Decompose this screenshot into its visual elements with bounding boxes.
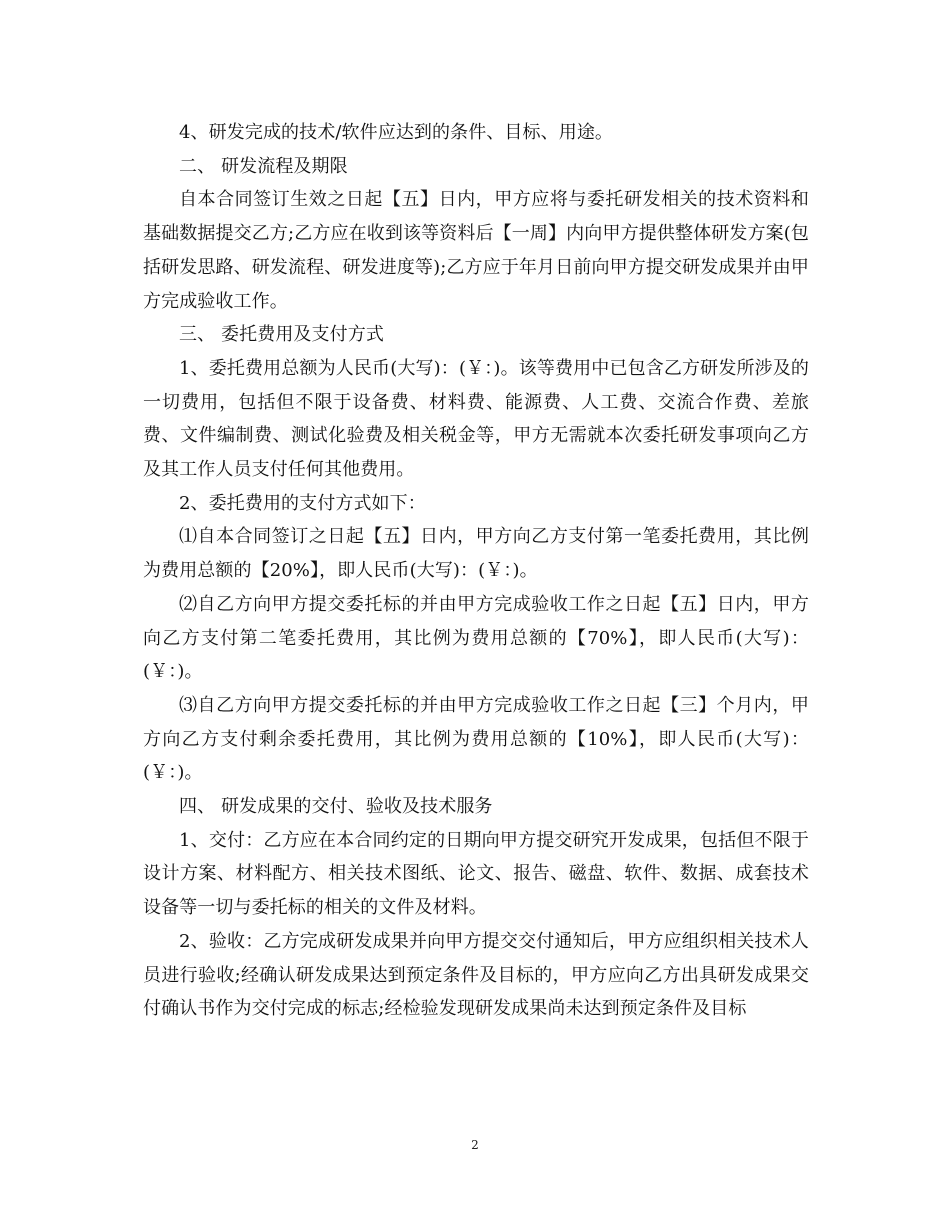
document-body — [143, 116, 809, 1026]
paragraph-fee-total: 1、委托费用总额为人民币(大写)：(￥：)。该等费用中已包含乙方研发所涉及的一切费用，包括但不限于设备费、材料费、能源费、人工费、交流合作费、差旅费、文件编制费、测试化验费及相关税金等，甲方无需就本次委托研发事项向乙方及其工作人员支付任何其他费用。 — [143, 357, 809, 481]
section-heading-process: 二、 研发流程及期限 — [179, 155, 348, 177]
paragraph-payment-1: ⑴自本合同签订之日起【五】日内，甲方向乙方支付第一笔委托费用，其比例为费用总额的【20%】，即人民币(大写)：(￥：)。 — [143, 526, 809, 582]
paragraph-item-4-goals: 4、研发完成的技术/软件应达到的条件、目标、用途。 — [179, 122, 614, 143]
paragraph-delivery: 1、交付：乙方应在本合同约定的日期向甲方提交研究开发成果，包括但不限于设计方案、材料配方、相关技术图纸、论文、报告、磁盘、软件、数据、成套技术设备等一切与委托标的相关的文件及材料。 — [143, 829, 809, 919]
paragraph-payment-2: ⑵自乙方向甲方提交委托标的并由甲方完成验收工作之日起【五】日内，甲方向乙方支付第二笔委托费用，其比例为费用总额的【70%】，即人民币(大写)：(￥：)。 — [143, 593, 809, 683]
paragraph-acceptance: 2、验收：乙方完成研发成果并向甲方提交交付通知后，甲方应组织相关技术人员进行验收;经确认研发成果达到预定条件及目标的，甲方应向乙方出具研发成果交付确认书作为交付完成的标志;经检验发现研发成果尚未达到预定条件及目标 — [143, 930, 809, 1020]
section-heading-delivery: 四、 研发成果的交付、验收及技术服务 — [179, 796, 493, 818]
section-heading-fees: 三、 委托费用及支付方式 — [179, 324, 384, 346]
paragraph-payment-intro: 2、委托费用的支付方式如下： — [179, 492, 426, 514]
page-number: 2 — [471, 1138, 479, 1152]
paragraph-process: 自本合同签订生效之日起【五】日内，甲方应将与委托研发相关的技术资料和基础数据提交乙方;乙方应在收到该等资料后【一周】内向甲方提供整体研发方案(包括研发思路、研发流程、研发进度等);乙方应于年月日前向甲方提交研发成果并由甲方完成验收工作。 — [143, 189, 809, 312]
paragraph-payment-3: ⑶自乙方向甲方提交委托标的并由甲方完成验收工作之日起【三】个月内，甲方向乙方支付剩余委托费用，其比例为费用总额的【10%】，即人民币(大写)：(￥：)。 — [143, 694, 809, 784]
